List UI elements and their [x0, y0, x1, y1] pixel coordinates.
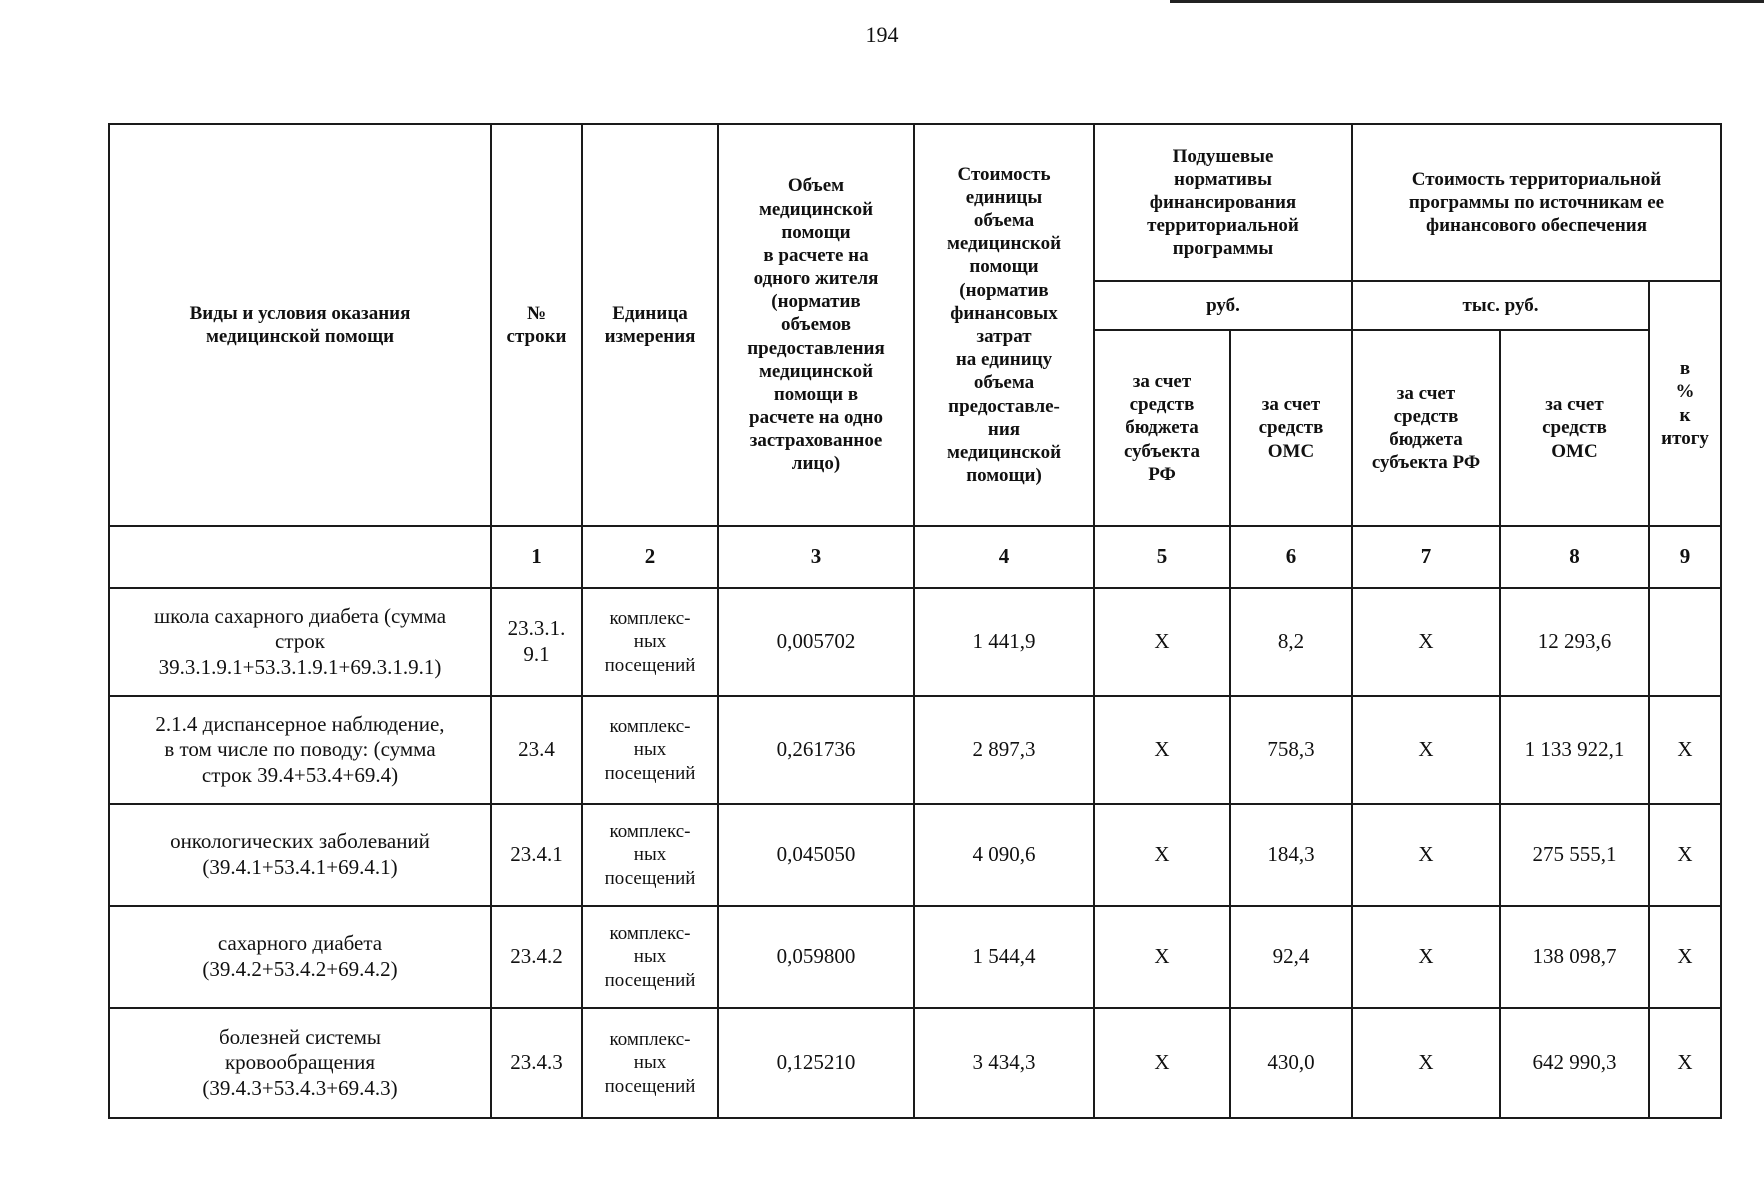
cell-volume: 0,005702 [718, 588, 914, 696]
cell-c8: 275 555,1 [1500, 804, 1649, 906]
header-col-num: 4 [914, 526, 1094, 588]
cell-volume: 0,261736 [718, 696, 914, 804]
table-row [109, 588, 1721, 696]
header-group-program-cost: Стоимость территориальной программы по источникам ее финансового обеспечения [1352, 124, 1721, 281]
header-col-num: 3 [718, 526, 914, 588]
header-col-num-blank [109, 526, 491, 588]
header-unit: Единица измерения [582, 124, 718, 526]
header-group-per-capita: Подушевые нормативы финансирования территориальной программы [1094, 124, 1352, 281]
table-row [109, 804, 1721, 906]
header-col-num: 8 [1500, 526, 1649, 588]
cell-cost: 4 090,6 [914, 804, 1094, 906]
cell-name: сахарного диабета (39.4.2+53.4.2+69.4.2) [109, 906, 491, 1008]
financing-table [108, 123, 1722, 1119]
header-col-num: 1 [491, 526, 582, 588]
cell-row-no: 23.4 [491, 696, 582, 804]
cell-volume: 0,045050 [718, 804, 914, 906]
table-row [109, 906, 1721, 1008]
table-row [109, 696, 1721, 804]
cell-row-no: 23.4.1 [491, 804, 582, 906]
header-cost: Стоимость единицы объема медицинской помощи (норматив финансовых затрат на единицу объема предоставле- ния медицинской помощи) [914, 124, 1094, 526]
cell-c5: X [1094, 1008, 1230, 1118]
cell-c8: 642 990,3 [1500, 1008, 1649, 1118]
cell-unit: комплекс- ных посещений [582, 696, 718, 804]
header-col-num: 6 [1230, 526, 1352, 588]
header-col-num: 5 [1094, 526, 1230, 588]
header-percent-total: в % к итогу [1649, 281, 1721, 526]
cell-c5: X [1094, 804, 1230, 906]
cell-c6: 184,3 [1230, 804, 1352, 906]
cell-name: 2.1.4 диспансерное наблюдение, в том числе по поводу: (сумма строк 39.4+53.4+69.4) [109, 696, 491, 804]
scan-edge [1170, 0, 1764, 3]
cell-c9: X [1649, 1008, 1721, 1118]
header-volume: Объем медицинской помощи в расчете на одного жителя (норматив объемов предоставления медицинской помощи в расчете на одно застрахованное лицо) [718, 124, 914, 526]
cell-row-no: 23.4.3 [491, 1008, 582, 1118]
cell-c9 [1649, 588, 1721, 696]
cell-c7: X [1352, 804, 1500, 906]
cell-name: болезней системы кровообращения (39.4.3+53.4.3+69.4.3) [109, 1008, 491, 1118]
header-row-no: № строки [491, 124, 582, 526]
header-budget-rf-7: за счет средств бюджета субъекта РФ [1352, 330, 1500, 526]
header-type: Виды и условия оказания медицинской помощи [109, 124, 491, 526]
cell-cost: 1 441,9 [914, 588, 1094, 696]
header-unit-rub: руб. [1094, 281, 1352, 330]
cell-c6: 92,4 [1230, 906, 1352, 1008]
cell-unit: комплекс- ных посещений [582, 1008, 718, 1118]
cell-volume: 0,059800 [718, 906, 914, 1008]
header-unit-thousand-rub: тыс. руб. [1352, 281, 1649, 330]
header-budget-rf-5: за счет средств бюджета субъекта РФ [1094, 330, 1230, 526]
cell-c9: X [1649, 906, 1721, 1008]
header-oms-8: за счет средств ОМС [1500, 330, 1649, 526]
cell-name: школа сахарного диабета (сумма строк 39.3.1.9.1+53.3.1.9.1+69.3.1.9.1) [109, 588, 491, 696]
cell-c5: X [1094, 906, 1230, 1008]
cell-c5: X [1094, 588, 1230, 696]
cell-c7: X [1352, 1008, 1500, 1118]
cell-cost: 3 434,3 [914, 1008, 1094, 1118]
cell-cost: 2 897,3 [914, 696, 1094, 804]
cell-c8: 12 293,6 [1500, 588, 1649, 696]
cell-c7: X [1352, 696, 1500, 804]
cell-c7: X [1352, 588, 1500, 696]
cell-c6: 8,2 [1230, 588, 1352, 696]
table-row [109, 1008, 1721, 1118]
cell-unit: комплекс- ных посещений [582, 804, 718, 906]
cell-c8: 1 133 922,1 [1500, 696, 1649, 804]
cell-unit: комплекс- ных посещений [582, 588, 718, 696]
cell-volume: 0,125210 [718, 1008, 914, 1118]
header-col-num: 2 [582, 526, 718, 588]
page-number: 194 [865, 22, 899, 47]
cell-row-no: 23.3.1. 9.1 [491, 588, 582, 696]
cell-name: онкологических заболеваний (39.4.1+53.4.1+69.4.1) [109, 804, 491, 906]
cell-c8: 138 098,7 [1500, 906, 1649, 1008]
cell-c6: 758,3 [1230, 696, 1352, 804]
cell-row-no: 23.4.2 [491, 906, 582, 1008]
cell-c7: X [1352, 906, 1500, 1008]
cell-c5: X [1094, 696, 1230, 804]
cell-c9: X [1649, 696, 1721, 804]
cell-cost: 1 544,4 [914, 906, 1094, 1008]
header-col-num: 7 [1352, 526, 1500, 588]
cell-unit: комплекс- ных посещений [582, 906, 718, 1008]
header-col-num: 9 [1649, 526, 1721, 588]
header-oms-6: за счет средств ОМС [1230, 330, 1352, 526]
cell-c9: X [1649, 804, 1721, 906]
cell-c6: 430,0 [1230, 1008, 1352, 1118]
